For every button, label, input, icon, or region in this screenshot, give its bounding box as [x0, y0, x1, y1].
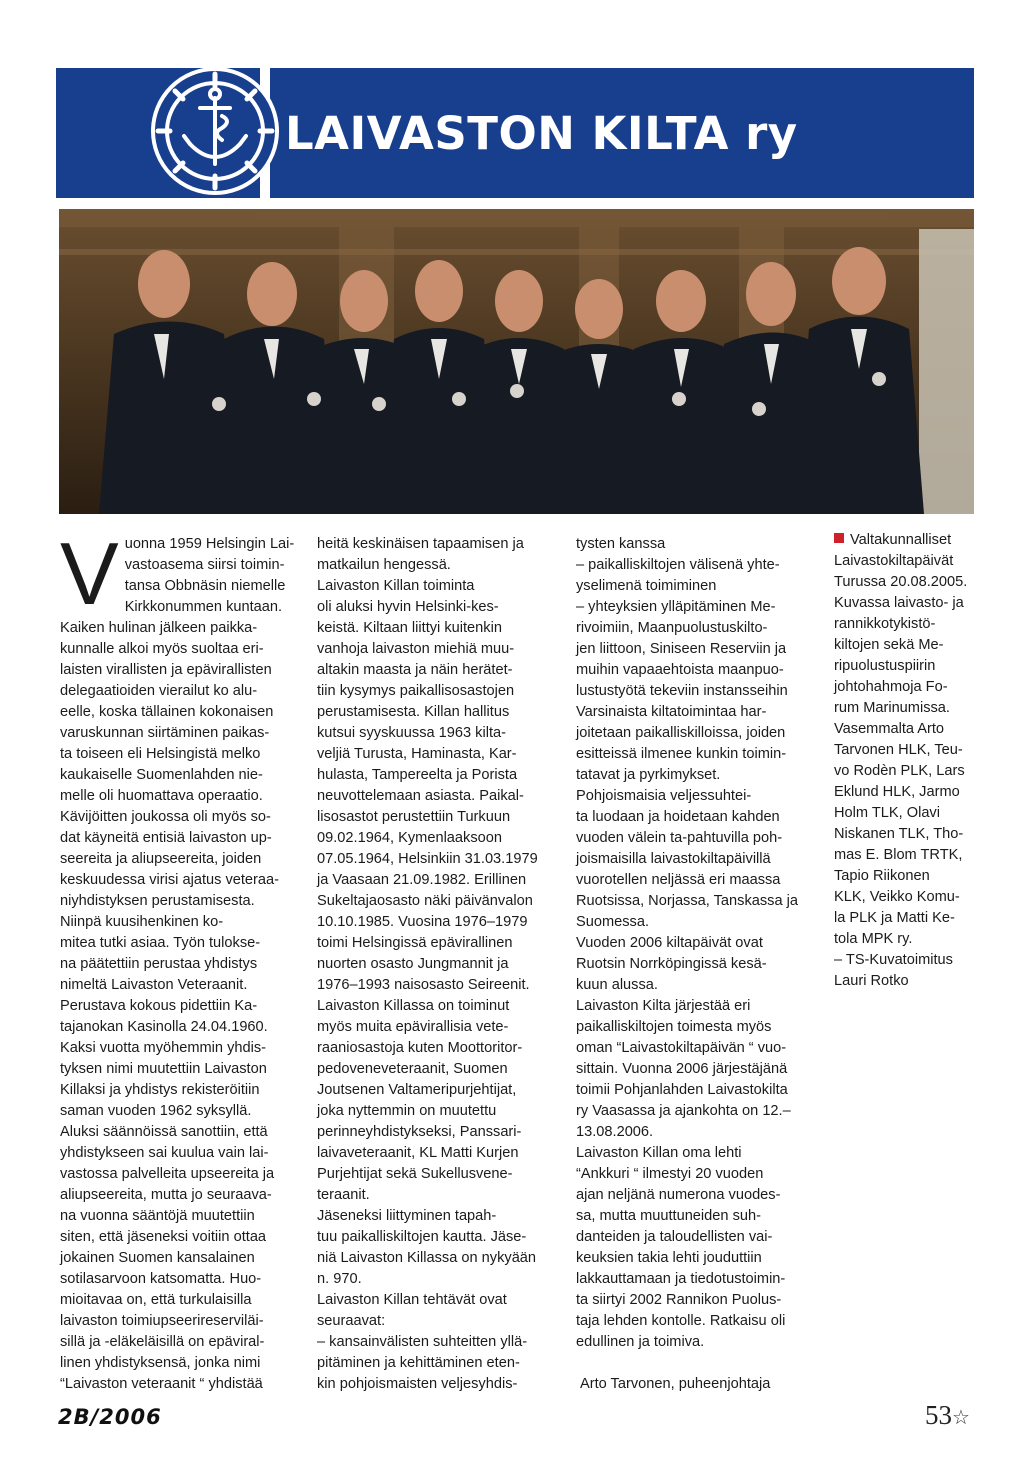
article-column-3: tysten kanssa – paikalliskiltojen välisenä yhte- yselimenä toimiminen – yhteyksien ylläpitäminen Me- rivoimiin, Maanpuolustuskilto- jen liittoon, Siniseen Reserviin ja muihin vapaaehtoista maanpuo- lustustyötä tekeviin instansseihin Varsinaista kiltatoimintaa har- joitetaan paikalliskilloissa, joiden esitteissä ilmenee kunkin toimin- tatavat ja pyrkimykset. Pohjoismaisia veljessuhtei- ta luodaan ja hoidetaan kahden vuoden välein ta-pahtuvilla poh- joismaisilla laivastokiltapäivillä vuorotellen neljässä eri maassa Ruotsissa, Norjassa, Tanskassa ja Suomessa. Vuoden 2006 kiltapäivät ovat Ruotsin Norrköpingissä kesä- kuun alussa. Laivaston Kilta järjestää eri paikalliskiltojen toimesta myös oman “Laivastokiltapäivän “ vuo- sittain. Vuonna 2006 järjestäjänä toimii Pohjanlahden Laivastokilta ry Vaasassa ja ajankohta on 12.– 13.08.2006. Laivaston Killan oma lehti “Ankkuri “ ilmestyi 20 vuoden ajan neljänä numerona vuodes- sa, mutta muuttuneiden suh- danteiden ja taloudellisten vai- keuksien takia lehti jouduttiin lakkauttamaan ja tiedotustoimin- ta siirtyi 2002 Rannikon Puolus- taja lehden kontolle. Ratkaisu oli edullinen ja toimiva.: [576, 536, 798, 1350]
group-photo: [59, 209, 974, 514]
author-signature: Arto Tarvonen, puheenjohtaja: [580, 1376, 771, 1392]
page-title: LAIVASTON KILTA ry: [285, 107, 798, 160]
page-number: 53: [925, 1400, 952, 1430]
red-square-icon: [834, 533, 844, 543]
article-column-2: heitä keskinäisen tapaamisen ja matkailun hengessä. Laivaston Killan toiminta oli aluksi hyvin Helsinki-kes- keistä. Kiltaan liittyi kuitenkin vanhoja laivaston miehiä muu- altakin maasta ja näin herätet- tiin kysymys paikallisosastojen perustamisesta. Killan hallitus kutsui syyskuussa 1963 kilta- veljiä Turusta, Haminasta, Kar- hulasta, Tampereelta ja Porista neuvottelemaan asiasta. Paikal- lisosastot perustettiin Turkuun 09.02.1964, Kymenlaaksoon 07.05.1964, Helsinkiin 31.03.1979 ja Vaasaan 21.09.1982. Erillinen Sukeltajaosasto näki päivänvalon 10.10.1985. Vuosina 1976–1979 toimi Helsingissä epävirallinen nuorten osasto Jungmannit ja 1976–1993 naisosasto Seireenit. Laivaston Killassa on toiminut myös muita epävirallisia vete- raaniosastoja kuten Moottoritor- pedoveneveteraanit, Suomen Joutsenen Valtameripurjehtijat, joka nyttemmin on muutettu perinneyhdistykseksi, Panssari- laivaveteraanit, KL Matti Kurjen Purjehtijat sekä Sukellusvene- teraanit. Jäseneksi liittyminen tapah- tuu paikalliskiltojen kautta. Jäse- niä Laivaston Killassa on nykyään n. 970. Laivaston Killan tehtävät ovat seuraavat: – kansainvälisten suhteitten yllä- pitäminen ja kehittäminen eten- kin pohjoismaisten veljesyhdis-: [317, 536, 538, 1392]
star-outline-icon: ☆: [952, 1407, 970, 1429]
dropcap: V: [60, 524, 119, 623]
article-column-1: [60, 524, 300, 1395]
column-1-text: uonna 1959 Helsingin Lai- vastoasema siirsi toimin- tansa Obbnäsin niemelle Kirkkonummen kuntaan. Kaiken hulinan jälkeen paikka- kunnalle alkoi myös suoltaa eri- laisten virallisten ja epävirallisten delegaatioiden vierailut ko alu- eelle, koska tällainen kokonaisen varuskunnan siirtäminen paikas- ta toiseen eli Helsingistä melko kaukaiselle Suomenlahden nie- melle oli huomattava operaatio. Kävijöitten joukossa oli myös so- dat käyneitä entisiä laivaston up- seereita ja aliupseereita, joiden keskuudessa virisi ajatus veteraa- niyhdistyksen perustamisesta. Niinpä kuusihenkinen ko- mitea tutki asiaa. Työn tulokse- na päätettiin perustaa yhdistys nimeltä Laivaston Veteraanit. Perustava kokous pidettiin Ka- tajanokan Kasinolla 24.04.1960. Kaksi vuotta myöhemmin yhdis- tyksen nimi muutettiin Laivaston Killaksi ja yhdistys rekisteröitiin saman vuoden 1962 syksyllä. Aluksi säännöissä sanottiin, että yhdistykseen sai kuulua vain lai- vastossa palvelleita upseereita ja aliupseereita, mutta jo seuraava- na vuonna sääntöjä muutettiin siten, että jäseneksi voitiin ottaa jokainen Suomen kansalainen sotilasarvoon katsomatta. Huo- mioitavaa on, että turkulaisilla laivaston toimiupseerireserviläi- sillä ja -eläkeläisillä on epäviral- linen yhdistyksensä, jonka nimi “Laivaston veteraanit “ yhdistää: [60, 536, 295, 1392]
page-number-container: [925, 1400, 970, 1431]
issue-number: 2B/2006: [58, 1405, 162, 1429]
anchor-helm-emblem-icon: [150, 66, 280, 196]
photo-caption: [834, 530, 984, 992]
caption-text: Valtakunnalliset Laivastokiltapäivät Turussa 20.08.2005. Kuvassa laivasto- ja rannikkotykistö- kiltojen sekä Me- ripuolustuspiirin johtohahmoja Fo- rum Marinumissa. Vasemmalta Arto Tarvonen HLK, Teu- vo Rodèn PLK, Lars Eklund HLK, Jarmo Holm TLK, Olavi Niskanen TLK, Tho- mas E. Blom TRTK, Tapio Riikonen KLK, Veikko Komu- la PLK ja Matti Ke- tola MPK ry. – TS-Kuvatoimitus Lauri Rotko: [834, 532, 968, 989]
